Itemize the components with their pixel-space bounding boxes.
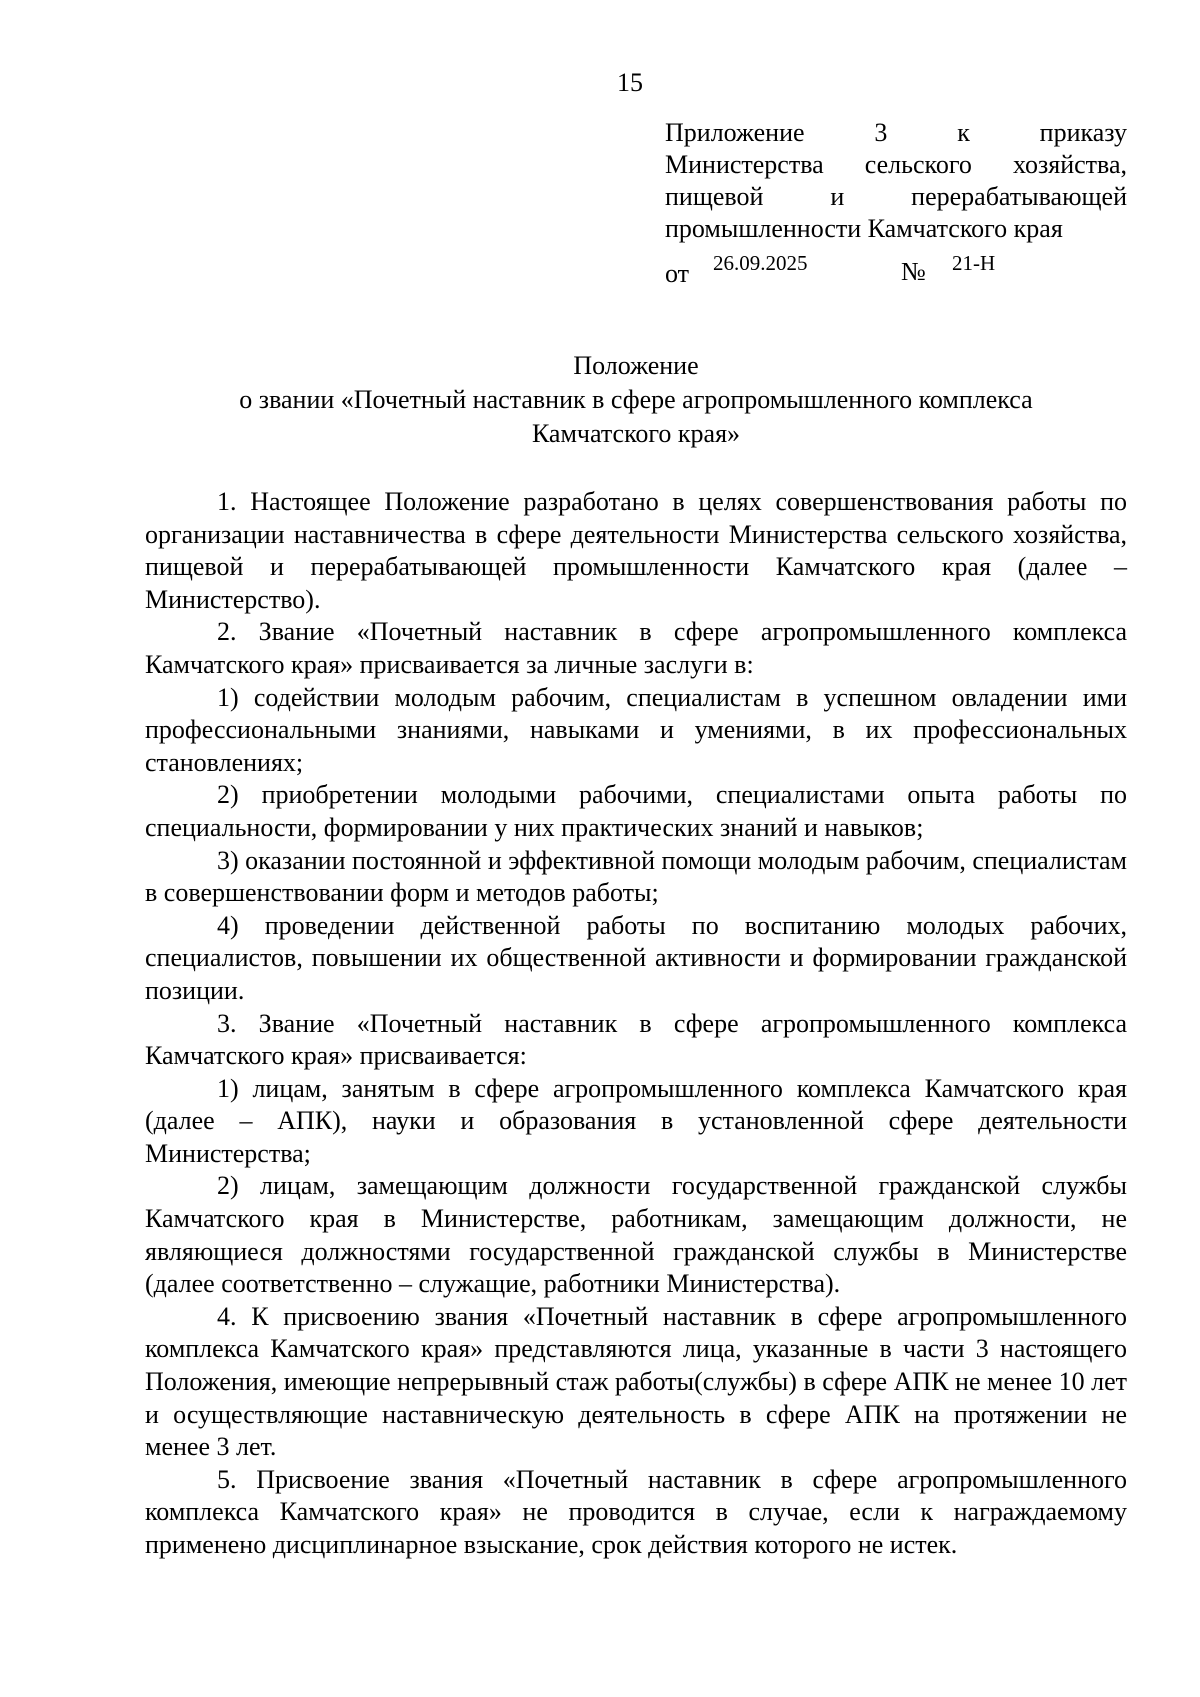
paragraph: 3) оказании постоянной и эффективной помощи молодым рабочим, специалистам в совершенствовании форм и методов работы;	[145, 845, 1128, 908]
order-reference	[665, 251, 1127, 288]
order-number: 21-Н	[952, 251, 996, 275]
paragraph: 1) содействии молодым рабочим, специалистам в успешном овладении ими профессиональными знаниями, навыками и умениями, в их профессиональных становлениях;	[145, 682, 1127, 777]
order-from-label: от	[665, 259, 690, 288]
appendix-line: промышленности Камчатского края	[665, 214, 1063, 243]
paragraph: 4) проведении действенной работы по воспитанию молодых рабочих, специалистов, повышении их общественной активности и формировании гражданской позиции.	[145, 910, 1127, 1005]
paragraph: 2) лицам, замещающим должности государственной гражданской службы Камчатского края в Министерстве, работникам, замещающим должности, не являющиеся должностями государственной гражданской службы в Министерстве (далее соответственно – служащие, работники Министерства).	[145, 1171, 1127, 1299]
paragraph: 5. Присвоение звания «Почетный наставник в сфере агропромышленного комплекса Камчатского края» не проводится в случае, если к награждаемому применено дисциплинарное взыскание, срок действия которого не истек.	[145, 1464, 1127, 1559]
appendix-line: Приложение 3 к приказу	[665, 118, 1127, 147]
order-date: 26.09.2025	[713, 251, 808, 275]
paragraph: 1. Настоящее Положение разработано в целях совершенствования работы по организации наставничества в сфере деятельности Министерства сельского хозяйства, пищевой и перерабатывающей промышленности Камчатского края (далее – Министерство).	[145, 487, 1127, 614]
order-number-sign: №	[901, 257, 926, 286]
title-line: о звании «Почетный наставник в сфере агропромышленного комплекса	[239, 385, 1033, 414]
appendix-header	[665, 117, 1127, 245]
appendix-line: пищевой и перерабатывающей	[665, 182, 1127, 211]
paragraph: 2) приобретении молодыми рабочими, специалистами опыта работы по специальности, формировании у них практических знаний и навыков;	[145, 780, 1127, 842]
page-number: 15	[617, 68, 643, 97]
paragraph: 3. Звание «Почетный наставник в сфере агропромышленного комплекса Камчатского края» присваивается:	[145, 1008, 1127, 1071]
paragraph: 1) лицам, занятым в сфере агропромышленного комплекса Камчатского края (далее – АПК), науки и образования в установленной сфере деятельности Министерства;	[145, 1073, 1127, 1168]
title-line: Камчатского края»	[531, 419, 741, 448]
paragraph: 4. К присвоению звания «Почетный наставник в сфере агропромышленного комплекса Камчатского края» представляются лица, указанные в части 3 настоящего Положения, имеющие непрерывный стаж работы(службы) в сфере АПК не менее 10 лет и осуществляющие наставническую деятельность в сфере АПК на протяжении не менее 3 лет.	[145, 1301, 1127, 1462]
appendix-line: Министерства сельского хозяйства,	[665, 150, 1127, 179]
title-line: Положение	[573, 351, 699, 380]
document-title	[145, 349, 1127, 451]
document-body	[145, 486, 1127, 1562]
paragraph: 2. Звание «Почетный наставник в сфере агропромышленного комплекса Камчатского края» присваивается за личные заслуги в:	[145, 617, 1127, 679]
